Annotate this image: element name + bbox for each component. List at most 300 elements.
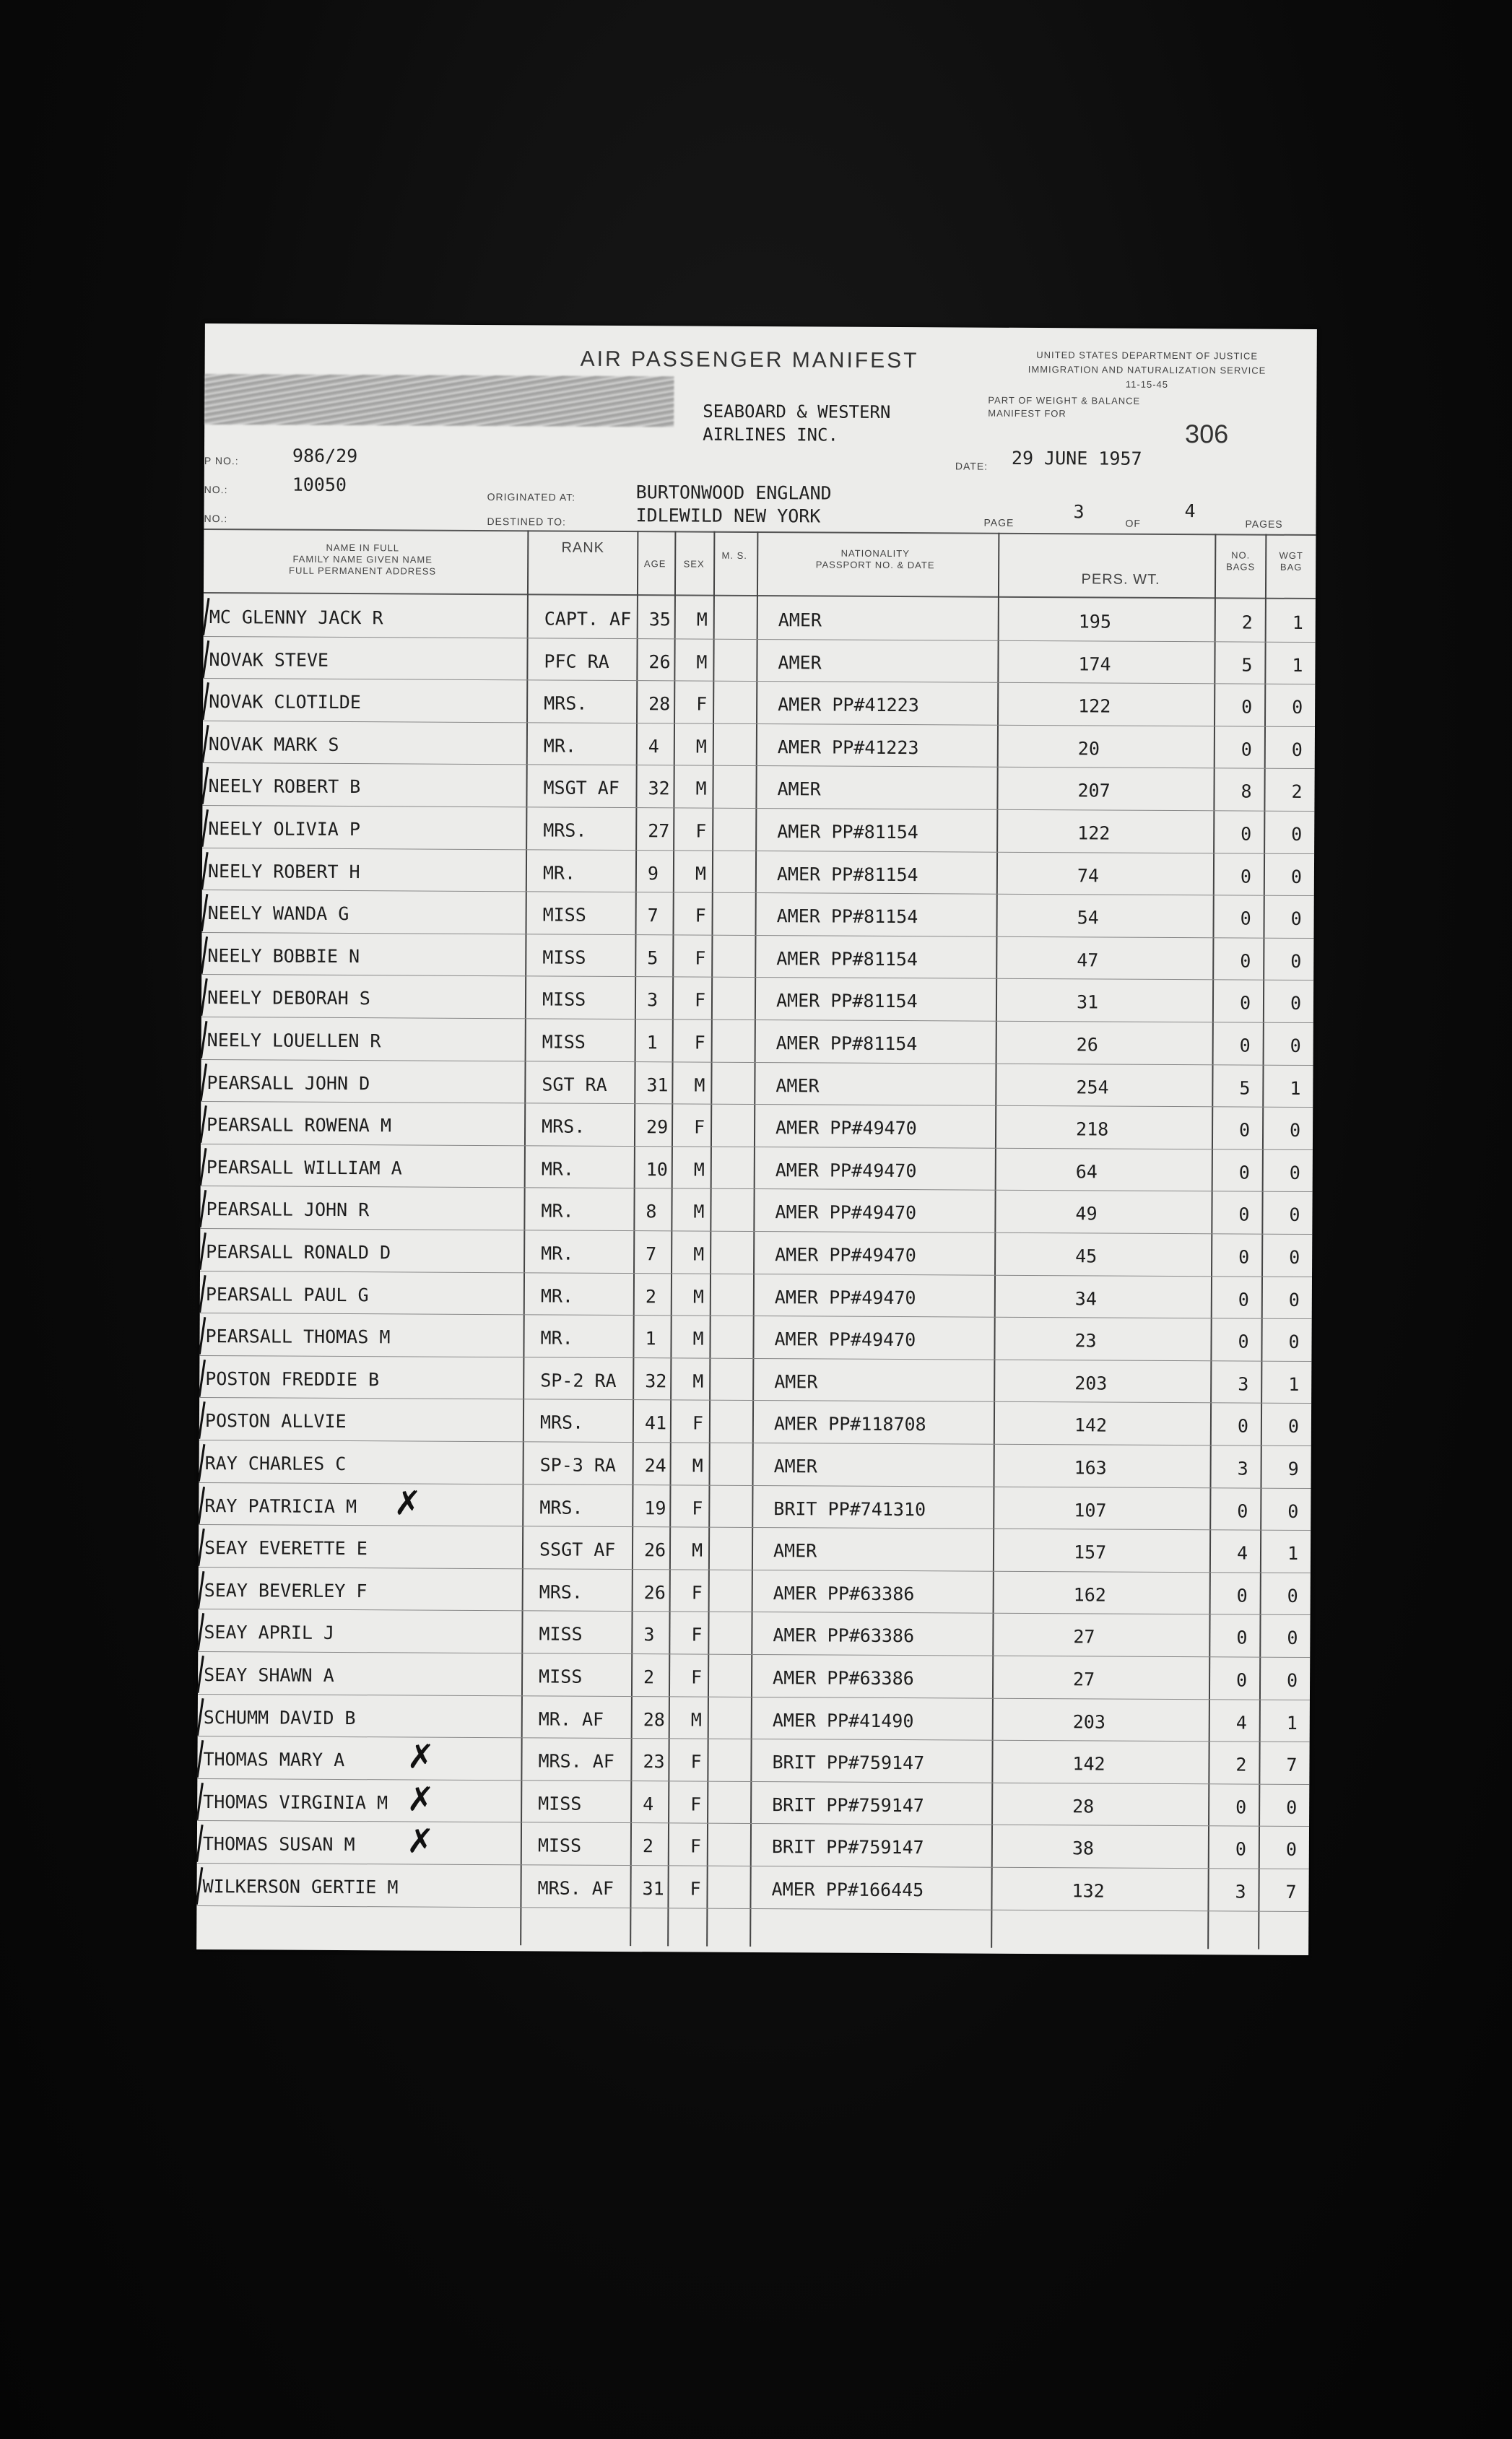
- passenger-nationality: AMER PP#49470: [775, 1117, 917, 1139]
- passenger-weight: 26: [1076, 1034, 1098, 1056]
- passenger-name: NOVAK MARK S: [208, 733, 339, 755]
- x-mark-icon: ✗: [394, 1482, 422, 1523]
- passenger-bags: 0: [1238, 1331, 1249, 1352]
- passenger-bag-weight: 7: [1285, 1881, 1297, 1903]
- passenger-bags: 3: [1235, 1881, 1246, 1903]
- passenger-bags: 0: [1236, 1585, 1248, 1607]
- passenger-name: NOVAK CLOTILDE: [209, 691, 361, 713]
- weight-column-header: PERS. WT.: [1081, 571, 1160, 588]
- originated-value: BURTONWOOD ENGLAND: [635, 482, 832, 504]
- passenger-rank: MRS.: [544, 692, 588, 714]
- table-row: [201, 934, 1313, 981]
- passenger-bag-weight: 0: [1287, 1627, 1298, 1649]
- ms-column-header: M. S.: [721, 549, 747, 561]
- passenger-name: SEAY SHAWN A: [204, 1664, 334, 1686]
- table-row: [201, 1103, 1313, 1150]
- passenger-bag-weight: 9: [1287, 1458, 1299, 1479]
- passenger-sex: F: [692, 1412, 704, 1435]
- passenger-age: 3: [646, 989, 659, 1011]
- passenger-sex: M: [696, 609, 708, 630]
- passenger-age: 9: [647, 862, 659, 884]
- table-row: [199, 1399, 1311, 1446]
- table-row: [200, 1187, 1312, 1235]
- passenger-name: NEELY ROBERT H: [207, 860, 360, 882]
- passenger-rank: SGT RA: [542, 1074, 607, 1095]
- passenger-age: 4: [643, 1793, 654, 1815]
- passenger-age: 24: [644, 1455, 666, 1477]
- passenger-bags: 5: [1241, 654, 1253, 676]
- row-rule: [196, 1905, 1308, 1912]
- passenger-age: 1: [646, 1032, 658, 1053]
- airline-name: SEABOARD & WESTERN AIRLINES INC.: [703, 401, 891, 445]
- table-row: [201, 1018, 1313, 1066]
- passenger-sex: M: [694, 1074, 705, 1096]
- passenger-sex: F: [690, 1835, 702, 1858]
- passenger-age: 26: [643, 1581, 666, 1604]
- passenger-rank: MISS: [537, 1835, 582, 1857]
- passenger-nationality: AMER PP#166445: [771, 1879, 924, 1901]
- passenger-nationality: BRIT PP#741310: [773, 1497, 926, 1520]
- date-label: DATE:: [955, 460, 989, 472]
- table-row: [199, 1314, 1311, 1362]
- passenger-rank: MRS.: [543, 819, 587, 841]
- table-row: [199, 1526, 1311, 1573]
- passenger-weight: 207: [1077, 780, 1111, 801]
- name-column-header: NAME IN FULL FAMILY NAME GIVEN NAME FULL PERMANENT ADDRESS: [289, 542, 437, 577]
- nationality-column-header: NATIONALITY PASSPORT NO. & DATE: [815, 547, 935, 571]
- passenger-name: PEARSALL PAUL G: [205, 1283, 369, 1305]
- passenger-weight: 162: [1073, 1584, 1106, 1606]
- passenger-age: 31: [646, 1074, 669, 1095]
- x-mark-icon: ✗: [407, 1736, 435, 1776]
- passenger-rank: MSGT AF: [543, 777, 620, 799]
- passenger-nationality: AMER: [773, 1540, 817, 1562]
- passenger-sex: F: [696, 693, 708, 715]
- passenger-nationality: AMER: [774, 1370, 818, 1393]
- passenger-nationality: AMER PP#81154: [775, 1032, 918, 1055]
- passenger-weight: 203: [1074, 1373, 1108, 1394]
- passenger-name: PEARSALL RONALD D: [206, 1241, 391, 1264]
- passenger-bag-weight: 0: [1288, 1331, 1300, 1353]
- passenger-rank: MR.: [543, 735, 577, 757]
- passenger-name: PEARSALL WILLIAM A: [206, 1156, 402, 1179]
- passenger-bag-weight: 0: [1292, 697, 1303, 718]
- passenger-sex: M: [696, 651, 708, 673]
- passenger-rank: MR.: [540, 1285, 574, 1307]
- passenger-rank: MISS: [542, 988, 586, 1011]
- passenger-nationality: AMER PP#81154: [776, 905, 918, 928]
- passenger-bags: 0: [1240, 866, 1252, 887]
- passenger-nationality: AMER: [777, 778, 821, 800]
- passenger-sex: M: [690, 1709, 702, 1731]
- passenger-age: 7: [647, 905, 659, 926]
- passenger-bags: 0: [1240, 950, 1251, 972]
- passenger-rank: MR.: [541, 1243, 574, 1264]
- passenger-bags: 2: [1241, 612, 1253, 633]
- passenger-bags: 0: [1238, 1289, 1249, 1310]
- of-label: OF: [1125, 517, 1141, 529]
- passenger-sex: M: [691, 1539, 703, 1561]
- passenger-bags: 0: [1238, 1246, 1250, 1268]
- passenger-nationality: AMER PP#81154: [775, 990, 918, 1012]
- passenger-nationality: AMER PP#49470: [775, 1159, 917, 1181]
- passenger-name: SEAY EVERETTE E: [204, 1537, 368, 1560]
- table-row: [199, 1441, 1311, 1489]
- passenger-name: THOMAS VIRGINIA M: [203, 1791, 388, 1814]
- table-row: [198, 1653, 1310, 1700]
- passenger-bags: 2: [1235, 1754, 1247, 1775]
- passenger-weight: 107: [1074, 1499, 1107, 1521]
- passenger-bags: 5: [1239, 1077, 1251, 1099]
- passenger-weight: 27: [1073, 1626, 1095, 1648]
- passenger-nationality: AMER PP#81154: [776, 863, 918, 885]
- passenger-sex: M: [692, 1286, 704, 1308]
- page-stamp: 306: [1185, 419, 1229, 449]
- passenger-weight: 45: [1075, 1245, 1098, 1267]
- passenger-bag-weight: 0: [1287, 1669, 1298, 1691]
- passenger-rank: MISS: [542, 947, 586, 968]
- passenger-bags: 0: [1239, 992, 1251, 1014]
- passenger-weight: 174: [1078, 653, 1111, 675]
- passenger-age: 23: [643, 1751, 665, 1773]
- passenger-rank: MRS.: [539, 1497, 583, 1518]
- table-row: [202, 849, 1314, 897]
- passenger-weight: 20: [1077, 738, 1100, 760]
- passenger-name: SEAY BEVERLEY F: [204, 1579, 368, 1601]
- destined-label: DESTINED TO:: [487, 516, 567, 528]
- passenger-age: 4: [648, 736, 659, 757]
- passenger-name: SEAY APRIL J: [204, 1622, 335, 1644]
- passenger-bags: 0: [1240, 908, 1251, 929]
- passenger-sex: F: [691, 1666, 703, 1688]
- passenger-weight: 31: [1076, 991, 1099, 1013]
- table-row: [204, 595, 1316, 643]
- passenger-name: PEARSALL ROWENA M: [207, 1114, 392, 1136]
- passenger-bags: 0: [1236, 1669, 1248, 1691]
- passenger-weight: 195: [1078, 611, 1111, 632]
- passenger-nationality: BRIT PP#759147: [772, 1794, 924, 1817]
- passenger-name: RAY CHARLES C: [204, 1453, 347, 1475]
- ship-no-value: 986/29: [292, 445, 358, 467]
- passenger-rank: MISS: [539, 1623, 583, 1645]
- passenger-bag-weight: 1: [1292, 612, 1303, 633]
- passenger-bags: 4: [1235, 1712, 1247, 1734]
- passenger-name: MC GLENNY JACK R: [209, 607, 383, 629]
- passenger-name: NEELY OLIVIA P: [208, 818, 361, 840]
- passenger-bag-weight: 0: [1290, 950, 1302, 972]
- ship-no-label: P NO.:: [204, 454, 239, 467]
- table-row: [199, 1568, 1311, 1616]
- passenger-bag-weight: 0: [1289, 1162, 1300, 1183]
- passenger-bags: 3: [1237, 1458, 1248, 1479]
- table-row: [202, 764, 1314, 812]
- rank-column-header: RANK: [561, 539, 605, 556]
- passenger-nationality: AMER PP#41223: [778, 694, 919, 716]
- pages-label: PAGES: [1245, 518, 1283, 530]
- passenger-weight: 203: [1072, 1710, 1106, 1733]
- passenger-age: 8: [646, 1201, 657, 1222]
- passenger-nationality: AMER PP#49470: [774, 1329, 916, 1351]
- table-row: [201, 975, 1313, 1023]
- passenger-rank: MR.: [541, 1200, 574, 1222]
- redacted-scribble: [204, 374, 674, 427]
- bag-weight-column-header: WGT BAG: [1279, 549, 1303, 573]
- passenger-weight: 157: [1073, 1542, 1107, 1563]
- table-row: [200, 1272, 1312, 1320]
- passenger-bag-weight: 1: [1287, 1543, 1299, 1565]
- table-row: [202, 807, 1314, 854]
- passenger-bag-weight: 0: [1289, 1120, 1301, 1142]
- passenger-bag-weight: 1: [1288, 1373, 1300, 1395]
- originated-label: ORIGINATED AT:: [487, 491, 576, 503]
- passenger-name: PEARSALL JOHN D: [207, 1071, 370, 1094]
- passenger-name: SCHUMM DAVID B: [203, 1706, 356, 1729]
- passenger-nationality: AMER: [775, 1074, 820, 1097]
- passenger-name: NEELY BOBBIE N: [207, 944, 360, 967]
- passenger-age: 2: [645, 1285, 656, 1307]
- table-row: [198, 1610, 1310, 1658]
- passenger-name: THOMAS MARY A: [203, 1749, 345, 1771]
- passenger-nationality: AMER PP#81154: [777, 821, 918, 843]
- table-row: [203, 679, 1315, 727]
- agency-block: UNITED STATES DEPARTMENT OF JUSTICE IMMIGRATION AND NATURALIZATION SERVICE 11-15-45: [1027, 349, 1266, 390]
- passenger-bags: 0: [1241, 823, 1252, 845]
- passenger-sex: F: [694, 1032, 705, 1053]
- passenger-age: 28: [648, 693, 671, 715]
- passenger-age: 2: [642, 1835, 654, 1857]
- table-row: [197, 1780, 1309, 1827]
- passenger-bag-weight: 0: [1289, 1246, 1300, 1268]
- table-row: [196, 1864, 1308, 1912]
- passenger-bag-weight: 0: [1290, 908, 1302, 930]
- passenger-bag-weight: 0: [1288, 1289, 1300, 1310]
- passenger-nationality: AMER: [778, 651, 822, 674]
- page-label: PAGE: [983, 516, 1014, 529]
- table-row: [199, 1484, 1311, 1531]
- date-value: 29 JUNE 1957: [1011, 447, 1142, 469]
- x-mark-icon: ✗: [407, 1779, 435, 1819]
- passenger-bags: 0: [1241, 739, 1252, 760]
- flight-no-value: 10050: [292, 474, 347, 496]
- passenger-weight: 27: [1073, 1669, 1095, 1690]
- passenger-name: NEELY LOUELLEN R: [207, 1030, 381, 1052]
- passenger-age: 31: [642, 1878, 664, 1900]
- passenger-sex: M: [695, 778, 707, 800]
- passenger-age: 19: [644, 1497, 666, 1518]
- passenger-rank: MISS: [539, 1666, 583, 1687]
- age-column-header: AGE: [643, 558, 666, 570]
- passenger-rank: MR. AF: [538, 1708, 604, 1730]
- passenger-sex: F: [695, 905, 706, 926]
- passenger-weight: 23: [1074, 1330, 1097, 1352]
- passenger-sex: M: [693, 1159, 705, 1181]
- passenger-rank: MRS. AF: [537, 1877, 614, 1899]
- table-row: [203, 722, 1315, 770]
- passenger-name: NOVAK STEVE: [209, 648, 329, 671]
- passenger-rank: MISS: [538, 1793, 582, 1814]
- passenger-sex: F: [695, 820, 707, 842]
- passenger-nationality: AMER PP#63386: [773, 1667, 914, 1690]
- passenger-weight: 163: [1074, 1457, 1107, 1479]
- passenger-name: RAY PATRICIA M: [204, 1495, 357, 1517]
- passenger-name: PEARSALL JOHN R: [206, 1199, 370, 1221]
- passenger-nationality: AMER PP#49470: [775, 1201, 917, 1224]
- passenger-nationality: AMER: [778, 609, 822, 631]
- passenger-rank: MR.: [540, 1327, 573, 1349]
- header-top-rule: [204, 529, 1316, 536]
- passenger-nationality: AMER PP#118708: [773, 1413, 926, 1435]
- weight-balance-note: PART OF WEIGHT & BALANCE MANIFEST FOR: [988, 394, 1141, 419]
- passenger-bag-weight: 0: [1291, 823, 1303, 845]
- passenger-weight: 142: [1074, 1414, 1108, 1436]
- passenger-nationality: AMER PP#49470: [774, 1286, 916, 1308]
- page-value: 3: [1073, 501, 1085, 523]
- passenger-rank: MRS. AF: [538, 1750, 614, 1773]
- passenger-weight: 142: [1072, 1753, 1105, 1775]
- passenger-sex: M: [692, 1328, 704, 1349]
- passenger-rank: MRS.: [539, 1581, 583, 1603]
- table-row: [201, 1145, 1313, 1193]
- passenger-age: 41: [644, 1412, 667, 1434]
- passenger-sex: F: [692, 1497, 703, 1519]
- passenger-name: NEELY WANDA G: [207, 903, 349, 925]
- passenger-bags: 0: [1237, 1415, 1249, 1437]
- passenger-nationality: AMER: [773, 1456, 817, 1477]
- passenger-weight: 54: [1077, 907, 1099, 929]
- passenger-rank: CAPT. AF: [544, 608, 632, 630]
- passenger-sex: F: [691, 1624, 703, 1646]
- sex-column-header: SEX: [683, 558, 705, 570]
- passenger-sex: F: [695, 947, 706, 969]
- passenger-age: 32: [648, 778, 670, 799]
- passenger-bags: 0: [1237, 1500, 1248, 1522]
- passenger-weight: 122: [1077, 822, 1111, 844]
- passenger-rank: MISS: [542, 904, 586, 926]
- passenger-bags: 0: [1236, 1627, 1248, 1648]
- passenger-name: NEELY DEBORAH S: [207, 987, 370, 1009]
- passenger-weight: 49: [1075, 1203, 1098, 1225]
- passenger-sex: M: [693, 1201, 705, 1223]
- passenger-weight: 28: [1072, 1796, 1095, 1817]
- passenger-nationality: AMER PP#49470: [775, 1244, 916, 1266]
- passenger-bag-weight: 0: [1287, 1585, 1298, 1607]
- passenger-age: 1: [645, 1328, 656, 1349]
- passenger-age: 26: [648, 651, 671, 672]
- passenger-rank: SP-3 RA: [539, 1454, 617, 1476]
- of-value: 4: [1184, 500, 1196, 522]
- table-row: [201, 1061, 1313, 1108]
- passenger-name: PEARSALL THOMAS M: [205, 1326, 391, 1348]
- passenger-nationality: AMER PP#63386: [773, 1625, 915, 1647]
- passenger-rank: MR.: [541, 1158, 575, 1180]
- passenger-bag-weight: 0: [1290, 866, 1303, 887]
- passenger-bags: 0: [1241, 696, 1253, 718]
- passenger-rank: SSGT AF: [539, 1539, 616, 1561]
- passenger-nationality: BRIT PP#759147: [771, 1836, 924, 1858]
- passenger-age: 7: [646, 1243, 657, 1265]
- passenger-bag-weight: 0: [1290, 1035, 1301, 1056]
- passenger-age: 10: [646, 1158, 668, 1181]
- passenger-bag-weight: 7: [1286, 1755, 1298, 1776]
- passenger-bag-weight: 1: [1290, 1077, 1301, 1099]
- passenger-bag-weight: 0: [1287, 1500, 1299, 1522]
- passenger-sex: F: [690, 1878, 701, 1900]
- passenger-sex: M: [693, 1243, 705, 1265]
- passenger-sex: M: [692, 1370, 704, 1392]
- passenger-bag-weight: 0: [1285, 1839, 1297, 1861]
- passenger-bag-weight: 1: [1292, 654, 1303, 676]
- passenger-age: 28: [643, 1708, 665, 1730]
- passenger-age: 3: [643, 1624, 655, 1645]
- passenger-name: THOMAS SUSAN M: [202, 1833, 355, 1856]
- passenger-bags: 0: [1238, 1204, 1250, 1225]
- passenger-age: 5: [647, 947, 659, 969]
- passenger-sex: F: [690, 1751, 702, 1773]
- passenger-rank: MR.: [542, 862, 576, 884]
- passenger-bags: 0: [1235, 1838, 1246, 1860]
- passenger-bags: 0: [1239, 1035, 1251, 1056]
- passenger-sex: M: [692, 1455, 703, 1477]
- table-row: [197, 1737, 1309, 1785]
- passenger-weight: 74: [1077, 864, 1100, 887]
- bags-column-header: NO. BAGS: [1226, 549, 1256, 573]
- x-mark-icon: ✗: [406, 1821, 435, 1861]
- passenger-weight: 254: [1076, 1076, 1109, 1098]
- passenger-age: 29: [646, 1116, 669, 1138]
- table-row: [197, 1822, 1309, 1869]
- passenger-name: WILKERSON GERTIE M: [202, 1875, 399, 1898]
- passenger-weight: 47: [1077, 949, 1099, 971]
- table-row: [199, 1357, 1311, 1404]
- passenger-nationality: AMER PP#63386: [773, 1582, 915, 1604]
- manifest-sheet: [196, 323, 1317, 1955]
- destined-value: IDLEWILD NEW YORK: [635, 505, 821, 527]
- passenger-bag-weight: 0: [1291, 739, 1303, 760]
- passenger-rank: MRS.: [539, 1412, 584, 1434]
- passenger-nationality: AMER PP#41490: [772, 1709, 914, 1731]
- passenger-weight: 132: [1072, 1880, 1105, 1902]
- passenger-age: 26: [643, 1539, 666, 1561]
- passenger-bags: 4: [1236, 1542, 1248, 1564]
- passenger-bags: 0: [1235, 1796, 1247, 1818]
- manifest-title: AIR PASSENGER MANIFEST: [580, 347, 919, 373]
- flight-no-label: NO.:: [204, 483, 228, 496]
- passenger-bags: 8: [1241, 781, 1252, 802]
- passenger-sex: F: [694, 1116, 705, 1138]
- passenger-bag-weight: 2: [1291, 781, 1303, 803]
- passenger-weight: 34: [1074, 1287, 1098, 1310]
- passenger-sex: F: [690, 1794, 702, 1815]
- passenger-nationality: AMER PP#41223: [777, 736, 919, 758]
- passenger-nationality: AMER PP#81154: [776, 947, 918, 970]
- passenger-bag-weight: 0: [1289, 1204, 1300, 1226]
- passenger-weight: 218: [1076, 1118, 1109, 1140]
- passenger-bag-weight: 0: [1287, 1416, 1300, 1438]
- passenger-bag-weight: 0: [1286, 1796, 1298, 1818]
- passenger-bag-weight: 1: [1286, 1712, 1298, 1734]
- table-row: [203, 638, 1315, 685]
- passenger-age: 32: [645, 1370, 667, 1392]
- passenger-age: 35: [648, 609, 671, 630]
- table-row: [200, 1230, 1312, 1277]
- passenger-sex: F: [694, 989, 706, 1012]
- passenger-weight: 64: [1075, 1161, 1098, 1183]
- passenger-weight: 38: [1072, 1838, 1095, 1859]
- passenger-bags: 0: [1238, 1162, 1250, 1183]
- passenger-name: NEELY ROBERT B: [208, 775, 361, 798]
- passenger-name: POSTON FREDDIE B: [205, 1368, 380, 1391]
- passenger-sex: F: [691, 1582, 703, 1604]
